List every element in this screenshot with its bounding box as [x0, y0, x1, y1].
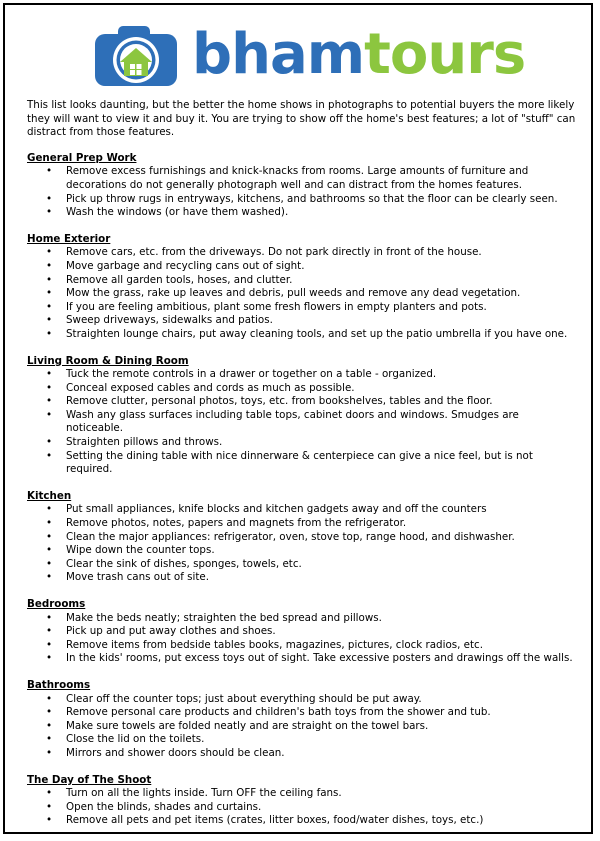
section-heading: Bathrooms	[27, 678, 91, 691]
list-item-text: Clean the major appliances: refrigerator, oven, stove top, range hood, and dishwasher.	[66, 530, 515, 543]
checklist-sections	[27, 152, 579, 828]
list-item	[27, 544, 579, 558]
list-item-text: Make sure towels are folded neatly and are straight on the towel bars.	[66, 719, 429, 732]
list-item-text: Pick up and put away clothes and shoes.	[66, 625, 276, 638]
bullet-icon: •	[46, 206, 53, 219]
bullet-icon: •	[46, 611, 53, 624]
list-item	[27, 328, 579, 342]
bullet-icon: •	[46, 800, 53, 813]
list-item-text: Straighten pillows and throws.	[66, 436, 223, 449]
bullet-icon: •	[46, 692, 53, 705]
list-item-text: Remove personal care products and children's bath toys from the shower and tub.	[66, 706, 491, 719]
list-item-text: Clear off the counter tops; just about everything should be put away.	[66, 692, 422, 705]
bullet-icon: •	[46, 530, 53, 543]
list-item	[27, 409, 579, 436]
bullet-icon: •	[46, 544, 53, 557]
list-item	[27, 368, 579, 382]
brand-wordmark	[192, 22, 525, 88]
list-item-text: Open the blinds, shades and curtains.	[66, 800, 262, 813]
bullet-icon: •	[46, 246, 53, 259]
list-item-text: Mirrors and shower doors should be clean.	[66, 746, 285, 759]
list-item-text: Sweep driveways, sidewalks and patios.	[66, 314, 273, 327]
list-item-text: Wipe down the counter tops.	[66, 544, 215, 557]
list-item	[27, 693, 579, 707]
checklist-items	[27, 246, 579, 341]
list-item-text: Remove cars, etc. from the driveways. Do not park directly in front of the house.	[66, 246, 482, 259]
list-item	[27, 558, 579, 572]
bullet-icon: •	[46, 571, 53, 584]
list-item-text: Conceal exposed cables and cords as much as possible.	[66, 381, 355, 394]
section-heading: The Day of The Shoot	[27, 773, 152, 786]
list-item	[27, 706, 579, 720]
bullet-icon: •	[46, 814, 53, 827]
list-item	[27, 206, 579, 220]
list-item-text: Tuck the remote controls in a drawer or together on a table - organized.	[66, 368, 437, 381]
list-item-text: Remove clutter, personal photos, toys, etc. from bookshelves, tables and the floor.	[66, 395, 493, 408]
brand-name-part1: bham	[192, 22, 365, 87]
list-item	[27, 260, 579, 274]
list-item	[27, 639, 579, 653]
bullet-icon: •	[46, 395, 53, 408]
brand-name-part2: tours	[364, 22, 526, 87]
bullet-icon: •	[46, 408, 53, 421]
bullet-icon: •	[46, 557, 53, 570]
list-item	[27, 612, 579, 626]
list-item	[27, 301, 579, 315]
list-item-text: Remove all garden tools, hoses, and clutter.	[66, 273, 293, 286]
list-item-text: Move trash cans out of site.	[66, 571, 209, 584]
list-item-text: Put small appliances, knife blocks and kitchen gadgets away and off the counters	[66, 503, 487, 516]
bullet-icon: •	[46, 746, 53, 759]
intro-paragraph: This list looks daunting, but the better the home shows in photographs to potential buyers the more likely they will want to view it and buy it. You are trying to show off the home's best features; a lot of "stuff" can distract from those features.	[27, 99, 576, 139]
bullet-icon: •	[46, 273, 53, 286]
bullet-icon: •	[46, 449, 53, 462]
checklist-items	[27, 368, 579, 477]
section-heading: Bedrooms	[27, 598, 86, 610]
bullet-icon: •	[46, 503, 53, 516]
bullet-icon: •	[46, 259, 53, 272]
list-item	[27, 720, 579, 734]
list-item-text: Remove all pets and pet items (crates, litter boxes, food/water dishes, toys, etc.)	[66, 814, 484, 827]
list-item	[27, 314, 579, 328]
bullet-icon: •	[46, 436, 53, 449]
list-item-text: Wash the windows (or have them washed).	[66, 206, 289, 219]
list-item-text: In the kids' rooms, put excess toys out of sight. Take excessive posters and drawings off the walls.	[66, 652, 573, 665]
bullet-icon: •	[46, 314, 53, 327]
list-item	[27, 814, 579, 828]
checklist-section	[27, 152, 579, 220]
list-item	[27, 193, 579, 207]
bullet-icon: •	[46, 368, 53, 381]
section-heading: Home Exterior	[27, 232, 111, 245]
bullet-icon: •	[46, 787, 53, 800]
section-heading: Kitchen	[27, 489, 72, 502]
checklist-section	[27, 233, 579, 342]
list-item	[27, 395, 579, 409]
list-item	[27, 801, 579, 815]
list-item	[27, 787, 579, 801]
list-item-text: Pick up throw rugs in entryways, kitchens, and bathrooms so that the floor can be clearly seen.	[66, 192, 558, 205]
list-item	[27, 625, 579, 639]
list-item-text: If you are feeling ambitious, plant some fresh flowers in empty planters and pots.	[66, 300, 487, 313]
list-item-text: Wash any glass surfaces including table tops, cabinet doors and windows. Smudges are noticeable.	[66, 408, 519, 435]
checklist-section	[27, 679, 579, 761]
bullet-icon: •	[46, 638, 53, 651]
list-item-text: Turn on all the lights inside. Turn OFF the ceiling fans.	[66, 787, 342, 800]
list-item-text: Close the lid on the toilets.	[66, 733, 205, 746]
checklist-items	[27, 693, 579, 761]
list-item	[27, 503, 579, 517]
list-item-text: Mow the grass, rake up leaves and debris, pull weeds and remove any dead vegetation.	[66, 287, 521, 300]
bullet-icon: •	[46, 652, 53, 665]
bullet-icon: •	[46, 287, 53, 300]
list-item	[27, 450, 579, 477]
section-heading: Living Room & Dining Room	[27, 354, 189, 367]
bullet-icon: •	[46, 625, 53, 638]
bullet-icon: •	[46, 517, 53, 530]
bullet-icon: •	[46, 733, 53, 746]
list-item	[27, 274, 579, 288]
list-item-text: Clear the sink of dishes, sponges, towels, etc.	[66, 557, 302, 570]
list-item-text: Move garbage and recycling cans out of sight.	[66, 259, 305, 272]
bullet-icon: •	[46, 706, 53, 719]
list-item-text: Setting the dining table with nice dinnerware & centerpiece can give a nice feel, but is not required.	[66, 449, 533, 476]
list-item	[27, 747, 579, 761]
checklist-section	[27, 490, 579, 585]
checklist-items	[27, 165, 579, 219]
checklist-section	[27, 774, 579, 828]
list-item-text: Remove excess furnishings and knick-knacks from rooms. Large amounts of furniture and decorations do not generally photograph well and can distract from the homes features.	[66, 165, 529, 191]
list-item	[27, 652, 579, 666]
bullet-icon: •	[46, 165, 53, 178]
list-item	[27, 246, 579, 260]
checklist-items	[27, 503, 579, 585]
bhamtours-logo	[92, 22, 526, 90]
bullet-icon: •	[46, 192, 53, 205]
list-item	[27, 382, 579, 396]
bullet-icon: •	[46, 300, 53, 313]
list-item	[27, 436, 579, 450]
list-item	[27, 165, 579, 192]
checklist-section	[27, 355, 579, 477]
checklist-section	[27, 598, 579, 666]
list-item	[27, 517, 579, 531]
checklist-content	[27, 99, 579, 841]
bullet-icon: •	[46, 381, 53, 394]
list-item	[27, 733, 579, 747]
list-item-text: Remove photos, notes, papers and magnets from the refrigerator.	[66, 517, 407, 530]
list-item-text: Make the beds neatly; straighten the bed spread and pillows.	[66, 611, 382, 624]
section-heading: General Prep Work	[27, 151, 137, 164]
checklist-items	[27, 787, 579, 828]
list-item	[27, 571, 579, 585]
bullet-icon: •	[46, 327, 53, 340]
checklist-items	[27, 612, 579, 666]
list-item	[27, 287, 579, 301]
bullet-icon: •	[46, 719, 53, 732]
list-item-text: Straighten lounge chairs, put away cleaning tools, and set up the patio umbrella if you have one.	[66, 327, 568, 340]
list-item	[27, 531, 579, 545]
camera-house-icon	[92, 24, 184, 90]
list-item-text: Remove items from bedside tables books, magazines, pictures, clock radios, etc.	[66, 638, 483, 651]
